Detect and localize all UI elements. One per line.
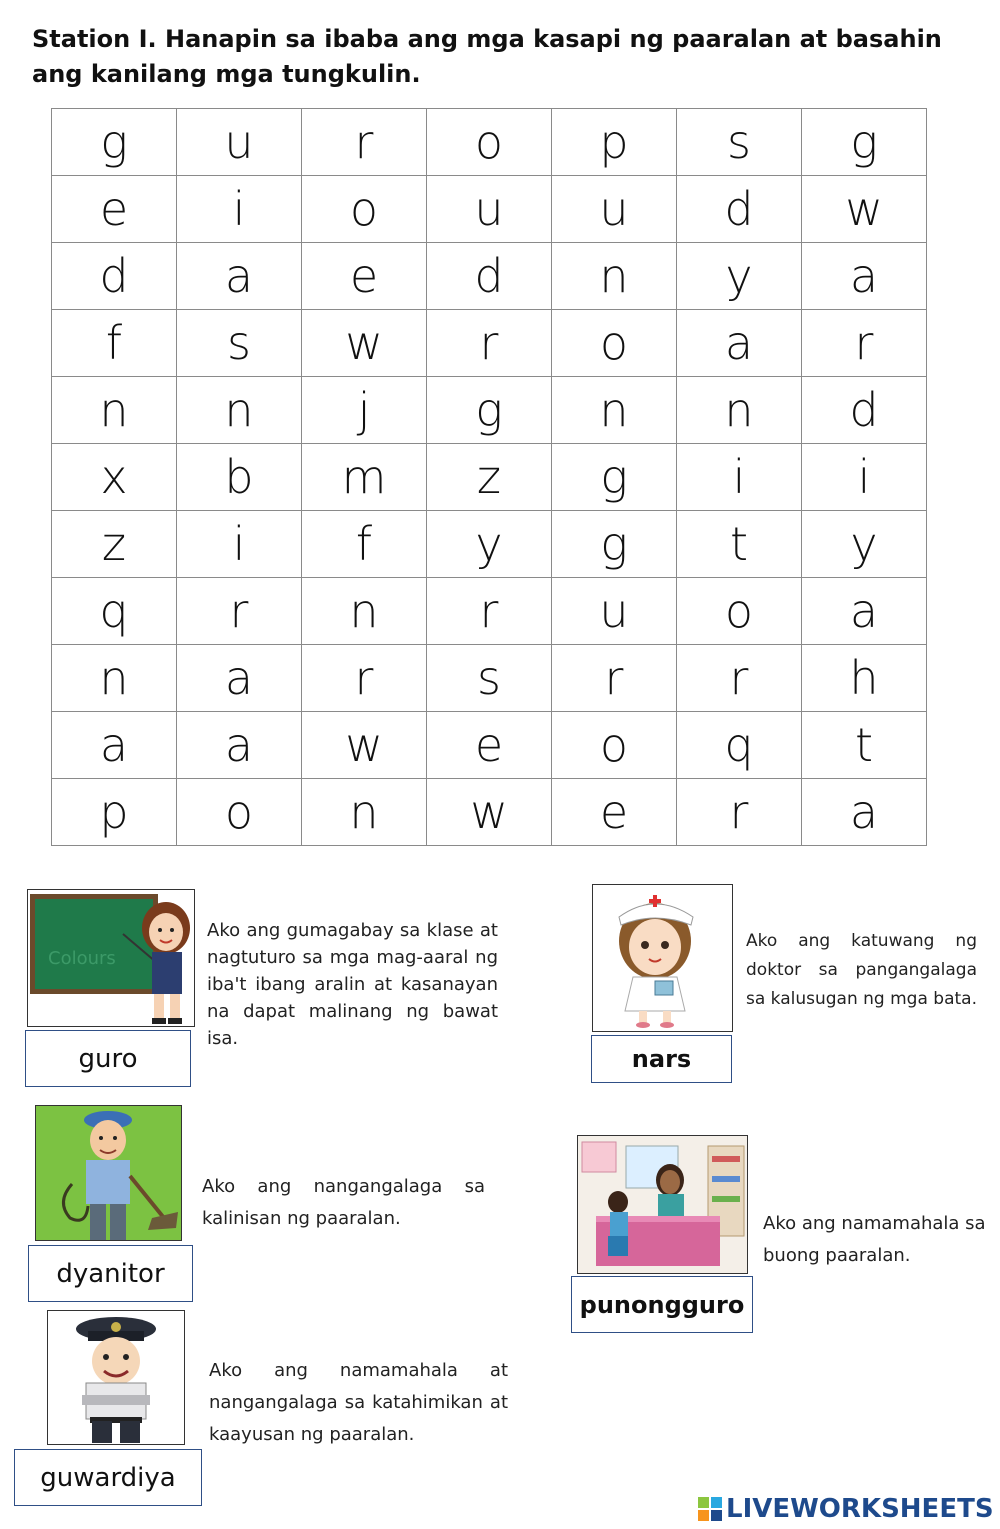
grid-cell[interactable]: y: [427, 511, 552, 578]
principal-picture: [577, 1135, 748, 1274]
grid-cell[interactable]: w: [427, 779, 552, 846]
grid-row: [52, 779, 927, 846]
grid-cell[interactable]: q: [677, 712, 802, 779]
principal-illustration: [578, 1136, 747, 1273]
grid-cell[interactable]: z: [52, 511, 177, 578]
grid-cell[interactable]: s: [677, 109, 802, 176]
board-text: Colours: [48, 948, 116, 969]
grid-cell[interactable]: g: [427, 377, 552, 444]
grid-cell[interactable]: o: [427, 109, 552, 176]
grid-cell[interactable]: d: [677, 176, 802, 243]
grid-row: [52, 243, 927, 310]
grid-cell[interactable]: u: [552, 578, 677, 645]
grid-cell[interactable]: q: [52, 578, 177, 645]
grid-cell[interactable]: a: [802, 779, 927, 846]
grid-cell[interactable]: o: [552, 712, 677, 779]
grid-cell[interactable]: n: [552, 243, 677, 310]
grid-cell[interactable]: s: [427, 645, 552, 712]
grid-row: [52, 377, 927, 444]
grid-cell[interactable]: u: [552, 176, 677, 243]
dyanitor-label: dyanitor: [28, 1245, 193, 1302]
grid-cell[interactable]: r: [677, 779, 802, 846]
grid-cell[interactable]: a: [177, 243, 302, 310]
grid-cell[interactable]: d: [52, 243, 177, 310]
dyanitor-description: Ako ang nangangalaga sa kalinisan ng paaralan.: [202, 1176, 485, 1229]
grid-cell[interactable]: z: [427, 444, 552, 511]
grid-cell[interactable]: e: [552, 779, 677, 846]
grid-cell[interactable]: x: [52, 444, 177, 511]
punongguro-label: punongguro: [571, 1276, 753, 1333]
grid-cell[interactable]: w: [802, 176, 927, 243]
grid-cell[interactable]: g: [552, 511, 677, 578]
grid-row: [52, 310, 927, 377]
grid-cell[interactable]: n: [177, 377, 302, 444]
grid-cell[interactable]: e: [302, 243, 427, 310]
grid-cell[interactable]: o: [677, 578, 802, 645]
grid-cell[interactable]: r: [302, 109, 427, 176]
grid-cell[interactable]: n: [52, 645, 177, 712]
grid-cell[interactable]: h: [802, 645, 927, 712]
grid-cell[interactable]: e: [427, 712, 552, 779]
nurse-picture: [592, 884, 733, 1032]
grid-cell[interactable]: n: [302, 779, 427, 846]
grid-cell[interactable]: n: [552, 377, 677, 444]
grid-cell[interactable]: n: [302, 578, 427, 645]
grid-cell[interactable]: o: [302, 176, 427, 243]
nars-label: nars: [591, 1035, 732, 1083]
guard-picture: [47, 1310, 185, 1445]
teacher-illustration: [28, 890, 194, 1026]
grid-cell[interactable]: b: [177, 444, 302, 511]
grid-cell[interactable]: g: [552, 444, 677, 511]
grid-cell[interactable]: s: [177, 310, 302, 377]
grid-cell[interactable]: j: [302, 377, 427, 444]
grid-row: [52, 511, 927, 578]
grid-cell[interactable]: u: [427, 176, 552, 243]
guard-illustration: [48, 1311, 184, 1444]
grid-cell[interactable]: r: [177, 578, 302, 645]
grid-cell[interactable]: a: [52, 712, 177, 779]
grid-cell[interactable]: p: [52, 779, 177, 846]
grid-row: [52, 109, 927, 176]
grid-cell[interactable]: a: [177, 645, 302, 712]
grid-cell[interactable]: i: [177, 176, 302, 243]
grid-cell[interactable]: t: [802, 712, 927, 779]
grid-cell[interactable]: r: [427, 310, 552, 377]
guwardiya-description: Ako ang namamahala at nangangalaga sa katahimikan at kaayusan ng paaralan.: [209, 1360, 508, 1445]
janitor-picture: [35, 1105, 182, 1241]
janitor-illustration: [36, 1106, 181, 1240]
nurse-illustration: [593, 885, 732, 1031]
guro-description: Ako ang gumagabay sa klase at nagtuturo sa mga mag-aaral ng iba't ibang aralin at kasanayan na dapat malinang ng bawat isa.: [207, 920, 498, 1049]
grid-cell[interactable]: p: [552, 109, 677, 176]
grid-cell[interactable]: d: [427, 243, 552, 310]
liveworksheets-logo-icon: [698, 1497, 722, 1521]
word-search-grid: [51, 108, 927, 846]
guro-label: guro: [25, 1030, 191, 1087]
grid-cell[interactable]: i: [802, 444, 927, 511]
logo-text: LIVEWORKSHEETS: [726, 1494, 994, 1524]
grid-cell[interactable]: e: [52, 176, 177, 243]
grid-cell[interactable]: y: [802, 511, 927, 578]
grid-cell[interactable]: a: [177, 712, 302, 779]
punongguro-description: Ako ang namamahala sa buong paaralan.: [763, 1213, 986, 1266]
grid-cell[interactable]: o: [177, 779, 302, 846]
grid-row: [52, 712, 927, 779]
grid-row: [52, 645, 927, 712]
grid-cell[interactable]: r: [802, 310, 927, 377]
grid-cell[interactable]: i: [177, 511, 302, 578]
grid-cell[interactable]: a: [677, 310, 802, 377]
grid-cell[interactable]: t: [677, 511, 802, 578]
grid-cell[interactable]: g: [802, 109, 927, 176]
grid-cell[interactable]: n: [677, 377, 802, 444]
page-title: Station I. Hanapin sa ibaba ang mga kasapi ng paaralan at basahin ang kanilang mga tungkulin.: [32, 25, 942, 88]
grid-cell[interactable]: u: [177, 109, 302, 176]
grid-cell[interactable]: d: [802, 377, 927, 444]
grid-row: [52, 444, 927, 511]
grid-cell[interactable]: f: [52, 310, 177, 377]
nars-description: Ako ang katuwang ng doktor sa pangangalaga sa kalusugan ng mga bata.: [746, 931, 977, 1009]
grid-cell[interactable]: f: [302, 511, 427, 578]
grid-cell[interactable]: a: [802, 243, 927, 310]
liveworksheets-logo: [698, 1491, 998, 1527]
grid-cell[interactable]: a: [802, 578, 927, 645]
grid-cell[interactable]: m: [302, 444, 427, 511]
grid-row: [52, 578, 927, 645]
grid-cell[interactable]: g: [52, 109, 177, 176]
grid-cell[interactable]: r: [677, 645, 802, 712]
teacher-picture: [27, 889, 195, 1027]
grid-cell[interactable]: w: [302, 310, 427, 377]
grid-cell[interactable]: y: [677, 243, 802, 310]
guwardiya-label: guwardiya: [14, 1449, 202, 1506]
grid-row: [52, 176, 927, 243]
grid-cell[interactable]: r: [427, 578, 552, 645]
grid-cell[interactable]: i: [677, 444, 802, 511]
grid-cell[interactable]: w: [302, 712, 427, 779]
grid-cell[interactable]: o: [552, 310, 677, 377]
grid-cell[interactable]: r: [552, 645, 677, 712]
grid-cell[interactable]: r: [302, 645, 427, 712]
grid-cell[interactable]: n: [52, 377, 177, 444]
